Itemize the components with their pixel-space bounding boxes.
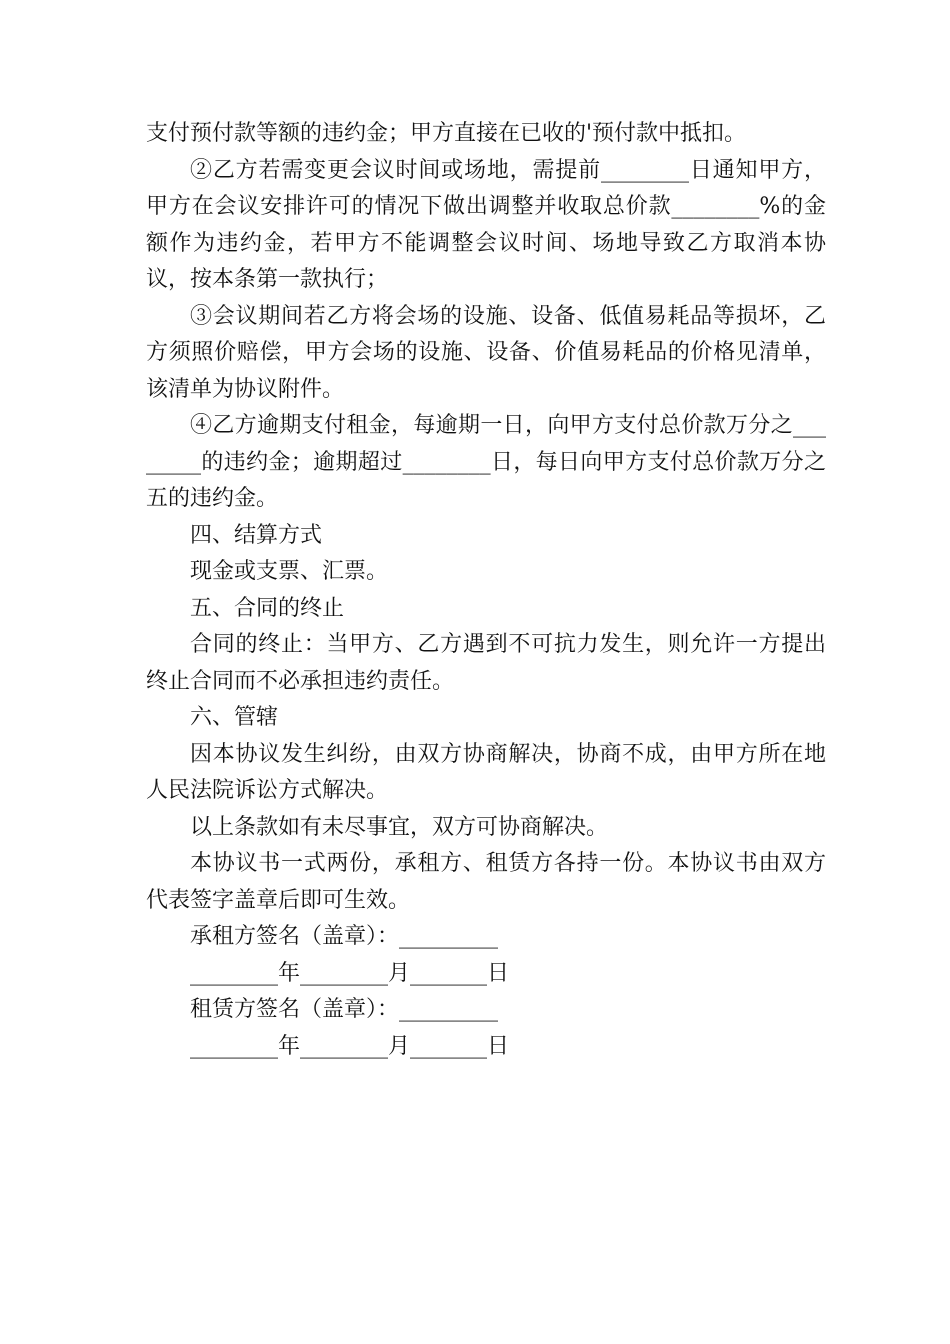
lessee-signature-line: 承租方签名（盖章）：_________	[190, 924, 499, 949]
section-heading-termination: 五、合同的终止	[190, 595, 345, 621]
paragraph-clause-4: ④乙方逾期支付租金，每逾期一日，向甲方支付总价款万分之________的违约金；逾期超过________日，每日向甲方支付总价款万分之五的违约金。	[146, 413, 826, 511]
lessee-date-line: ________年________月_______日	[190, 960, 510, 986]
paragraph-clause-3: ③会议期间若乙方将会场的设施、设备、低值易耗品等损坏，乙方须照价赔偿，甲方会场的设施、设备、价值易耗品的价格见清单，该清单为协议附件。	[146, 303, 826, 402]
document-body	[146, 116, 826, 1065]
paragraph-termination: 合同的终止：当甲方、乙方遇到不可抗力发生，则允许一方提出终止合同而不必承担违约责任。	[146, 632, 826, 694]
paragraph-misc: 以上条款如有未尽事宜，双方可协商解决。	[190, 814, 609, 840]
section-heading-settlement: 四、结算方式	[190, 522, 323, 548]
paragraph-clause-2: ②乙方若需变更会议时间或场地，需提前________日通知甲方，甲方在会议安排许可的情况下做出调整并收取总价款________%的金额作为违约金，若甲方不能调整会议时间、场地导致乙方取消本协议，按本条第一款执行；	[146, 157, 826, 292]
paragraph-copies: 本协议书一式两份，承租方、租赁方各持一份。本协议书由双方代表签字盖章后即可生效。	[146, 851, 826, 913]
paragraph-settlement: 现金或支票、汇票。	[190, 559, 389, 584]
section-heading-jurisdiction: 六、管辖	[190, 705, 279, 730]
paragraph-jurisdiction: 因本协议发生纠纷，由双方协商解决，协商不成，由甲方所在地人民法院诉讼方式解决。	[146, 741, 826, 803]
paragraph-continuation-prepay: 支付预付款等额的违约金；甲方直接在已收的'预付款中抵扣。	[146, 121, 747, 146]
lessor-signature-line: 租赁方签名（盖章）：_________	[190, 997, 499, 1022]
lessor-date-line: ________年________月_______日	[190, 1033, 510, 1059]
